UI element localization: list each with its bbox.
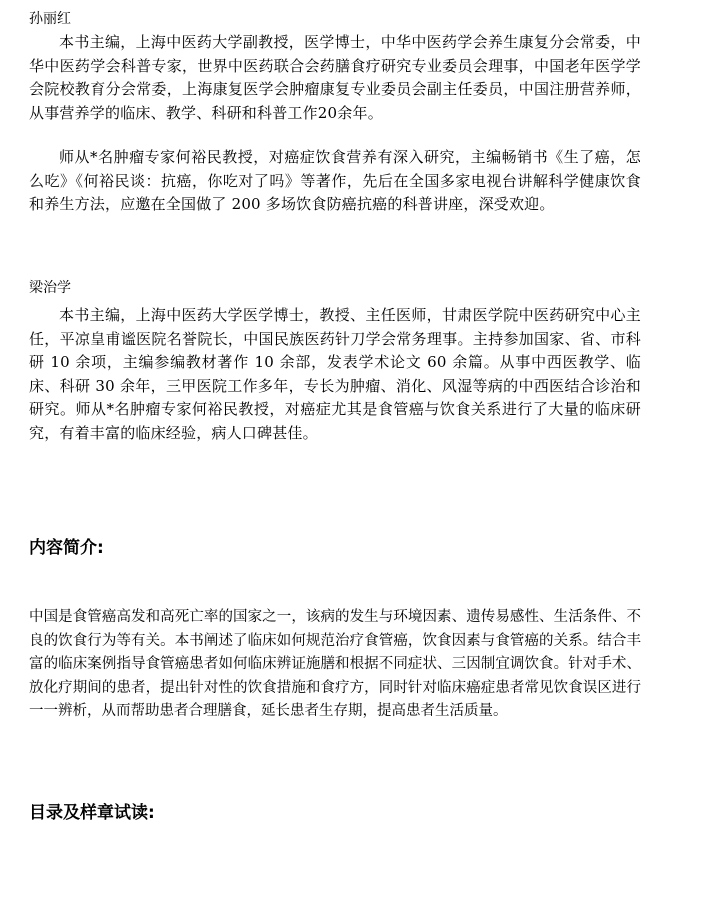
- intro-paragraph: 中国是食管癌高发和高死亡率的国家之一，该病的发生与环境因素、遗传易感性、生活条件、不良的饮食行为等有关。本书阐述了临床如何规范治疗食管癌，饮食因素与食管癌的关系。结合丰富的临床案例指导食管癌患者如何临床辨证施膳和根据不同症状、三因制宜调饮食。针对手术、放化疗期间的患者，提出针对性的饮食措施和食疗方，同时针对临床癌症患者常见饮食误区进行一一辨析，从而帮助患者合理膳食，延长患者生存期，提高患者生活质量。: [29, 609, 641, 719]
- author-bio-paragraph: 本书主编，上海中医药大学副教授，医学博士，中华中医药学会养生康复分会常委，中华中医药学会科普专家，世界中医药联合会药膳食疗研究专业委员会理事，中国老年医学学会院校教育分会常委，上海康复医学会肿瘤康复专业委员会副主任委员，中国注册营养师，从事营养学的临床、教学、科研和科普工作20余年。: [29, 33, 641, 122]
- section-heading-toc: 目录及样章试读:: [29, 803, 155, 823]
- section-heading-intro: 内容简介:: [29, 538, 104, 558]
- author-bio-paragraph: 师从*名肿瘤专家何裕民教授，对癌症饮食营养有深入研究，主编畅销书《生了癌，怎么吃》《何裕民谈：抗癌，你吃对了吗》等著作，先后在全国多家电视台讲解科学健康饮食和养生方法，应邀在全国做了 200 多场饮食防癌抗癌的科普讲座，深受欢迎。: [29, 148, 641, 213]
- author-name: 梁治学: [29, 280, 71, 296]
- author-bio-paragraph: 本书主编，上海中医药大学医学博士，教授、主任医师，甘肃医学院中医药研究中心主任，平凉皇甫谧医院名誉院长，中国民族医药针刀学会常务理事。主持参加国家、省、市科研 10 余项，主编参编教材著作 10 余部，发表学术论文 60 余篇。从事中西医教学、临床、科研 30 余年，三甲医院工作多年，专长为肿瘤、消化、风湿等病的中西医结合诊治和研究。师从*名肿瘤专家何裕民教授，对癌症尤其是食管癌与饮食关系进行了大量的临床研究，有着丰富的临床经验，病人口碑甚佳。: [29, 306, 641, 442]
- author-name: 孙丽红: [29, 11, 71, 27]
